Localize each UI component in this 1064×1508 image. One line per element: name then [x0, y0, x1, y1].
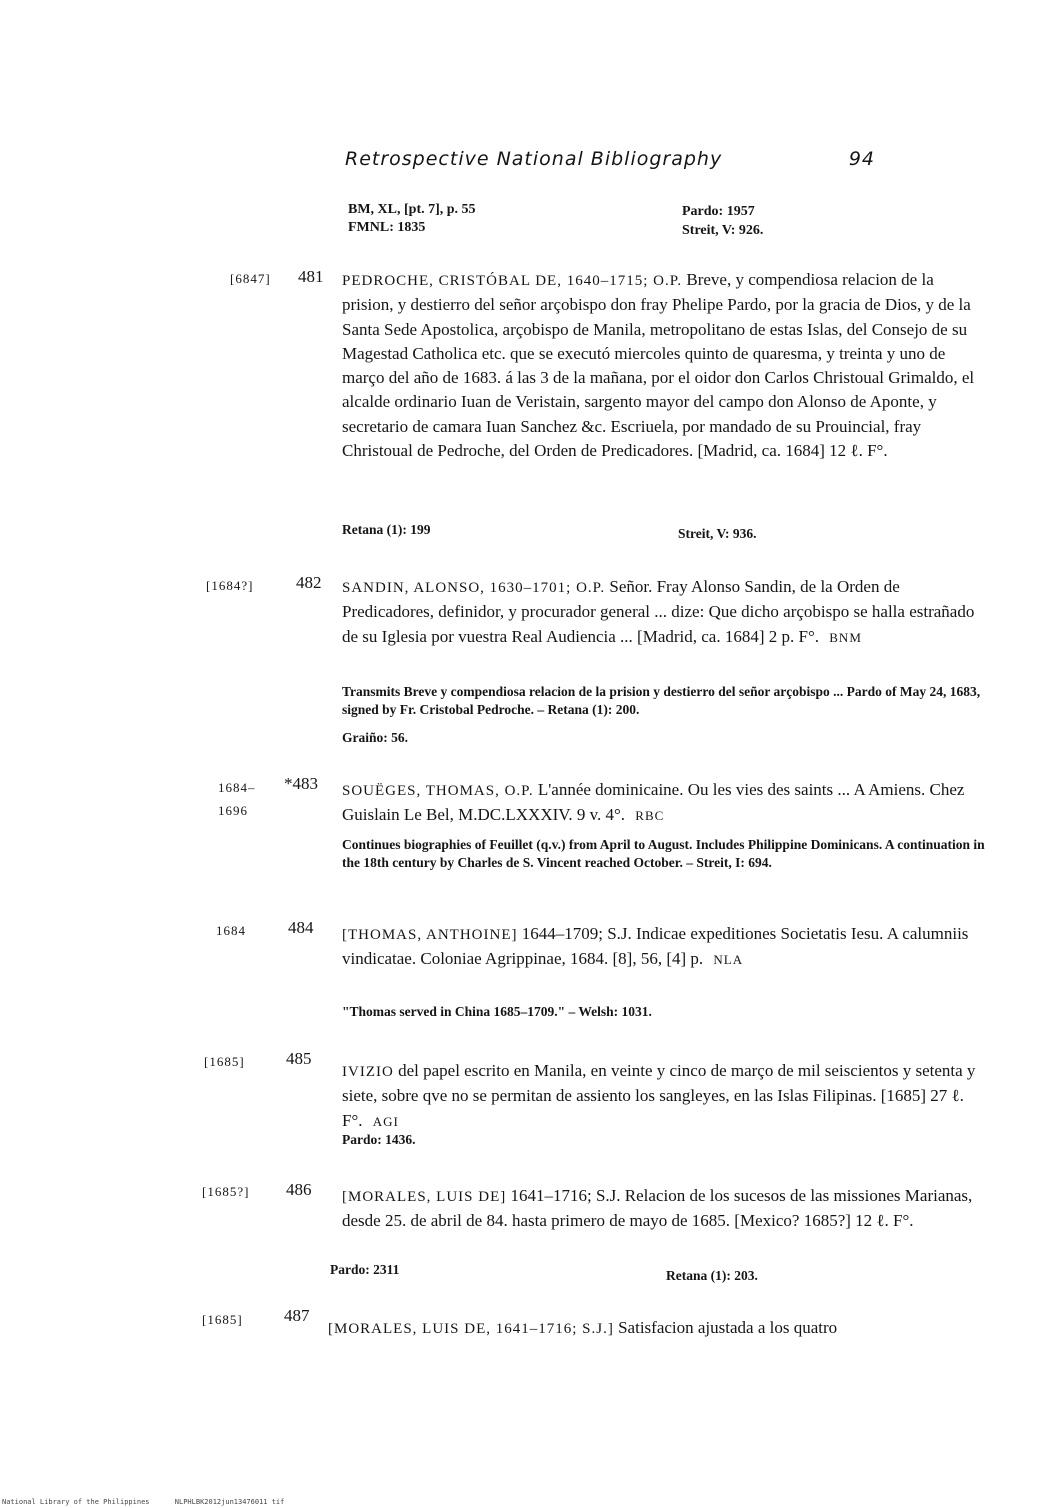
entry-number: 481 — [298, 267, 324, 286]
entry-heading: [THOMAS, ANTHOINE] — [342, 927, 518, 943]
top-ref-left-2: FMNL: 1835 — [348, 220, 426, 235]
holding-library: RBC — [635, 808, 665, 824]
holding-library: BNM — [829, 629, 862, 645]
entry-ref-left: Graiño: 56. — [342, 730, 408, 745]
entry-text — [342, 778, 988, 829]
entry-text — [342, 922, 988, 973]
entry-number: 487 — [284, 1306, 310, 1325]
entry-number: 484 — [288, 918, 314, 937]
entry-date: [1685] — [202, 1312, 243, 1327]
entry-date: 1684– — [218, 780, 256, 795]
entry-heading: SOUËGES, THOMAS, O.P. — [342, 783, 534, 799]
entry-ref-right: Retana (1): 203. — [666, 1268, 758, 1283]
entry-heading: [MORALES, LUIS DE, 1641–1716; S.J.] — [328, 1321, 614, 1337]
entry-heading: IVIZIO — [342, 1064, 394, 1080]
running-title: Retrospective National Bibliography — [345, 148, 723, 170]
entry-date: [6847] — [230, 271, 271, 286]
entry-date: [1685?] — [202, 1184, 250, 1199]
holding-library: NLA — [713, 952, 744, 968]
entry-description: Relacion de los sucesos de las missiones Marianas, desde 25. de abril de 84. hasta primero de mayo de 1685. [Mexico? 1685?] 12 ℓ. F°. — [342, 1186, 973, 1231]
entry-number: *483 — [284, 774, 318, 793]
entry-heading: SANDIN, ALONSO, 1630–1701; O.P. — [342, 580, 606, 596]
entry-text — [328, 1316, 988, 1341]
page-number: 94 — [848, 148, 875, 170]
entry-text — [342, 1059, 988, 1134]
entry-heading: PEDROCHE, CRISTÓBAL DE, 1640–1715; O.P. — [342, 273, 683, 289]
entry-description: del papel escrito en Manila, en veinte y cinco de março de mil seiscientos y setenta y siete, sobre qve no se permitan de assiento los sangleyes, en las Islas Filipinas. [1685] 27 ℓ. F°. — [342, 1061, 976, 1130]
entry-heading: [MORALES, LUIS DE] — [342, 1189, 507, 1205]
entry-ref-right: Streit, V: 936. — [678, 526, 757, 541]
holding-library: AGI — [372, 1113, 399, 1129]
entry-text — [342, 575, 988, 650]
entry-heading-tail: 1644–1709; S.J. — [521, 924, 632, 943]
entry-text — [342, 268, 988, 463]
entry-description: Breve, y compendiosa relacion de la prision, y destierro del señor arçobispo don fray Phelipe Pardo, por la gracia de Dios, y de la Santa Sede Apostolica, arçobispo de Manila, metropolitano de estas Islas, del Consejo de su Magestad Catholica etc. que se executó miercoles quinto de quaresma, y treinta y uno de março del año de 1683. á las 3 de la mañana, por el oidor don Carlos Christoual Grimaldo, el alcalde ordinario Iuan de Veristain, sargento mayor del campo don Alonso de Aponte, y secretario de camara Iuan Sanchez &c. Escriuela, por mandado de su Prouincial, fray Christoual de Pedroche, del Orden de Predicadores. [Madrid, ca. 1684] 12 ℓ. F°. — [342, 270, 975, 461]
entry-note: Transmits Breve y compendiosa relacion de la prision y destierro del señor arçobispo ... Pardo of May 24, 1683, signed by Fr. Cristobal Pedroche. – Retana (1): 200. — [342, 684, 981, 717]
top-ref-right-1: Pardo: 1957 — [682, 204, 755, 219]
entry-note: "Thomas served in China 1685–1709." – Welsh: 1031. — [342, 1004, 652, 1019]
entry-heading-tail: 1641–1716; S.J. — [510, 1186, 621, 1205]
entry-date-end: 1696 — [218, 803, 248, 818]
entry-number: 486 — [286, 1180, 312, 1199]
entry-date: 1684 — [216, 923, 246, 938]
entry-ref-left: Pardo: 1436. — [342, 1132, 416, 1147]
entry-date: [1685] — [204, 1054, 245, 1069]
top-ref-left-1: BM, XL, [pt. 7], p. 55 — [348, 202, 476, 217]
top-ref-right-2: Streit, V: 926. — [682, 223, 764, 238]
entry-ref-left: Retana (1): 199 — [342, 522, 431, 537]
entry-description: L'année dominicaine. Ou les vies des saints ... A Amiens. Chez Guislain Le Bel, M.DC.LXXXIV. 9 v. 4°. — [342, 780, 965, 825]
entry-ref-left: Pardo: 2311 — [330, 1262, 400, 1277]
entry-description: Señor. Fray Alonso Sandin, de la Orden de Predicadores, definidor, y procurador general ... dize: Que dicho arçobispo se halla estrañado de su Iglesia por vuestra Real Audiencia ... [Madrid, ca. 1684] 2 p. F°. — [342, 577, 975, 646]
entry-description: Indicae expeditiones Societatis Iesu. A calumniis vindicatae. Coloniae Agrippinae, 1684. [8], 56, [4] p. — [342, 924, 969, 969]
entry-note: Continues biographies of Feuillet (q.v.) from April to August. Includes Philippine Dominicans. A continuation in the 18th century by Charles de S. Vincent reached October. – Streit, I: 694. — [342, 837, 985, 870]
entry-description: Satisfacion ajustada a los quatro — [618, 1318, 838, 1337]
entry-text — [342, 1184, 988, 1234]
entry-number: 485 — [286, 1049, 312, 1068]
scan-footer: National Library of the Philippines NLPHLBK2012jun13476011 tif — [2, 1498, 285, 1506]
entry-date: [1684?] — [206, 578, 254, 593]
entry-number: 482 — [296, 573, 322, 592]
